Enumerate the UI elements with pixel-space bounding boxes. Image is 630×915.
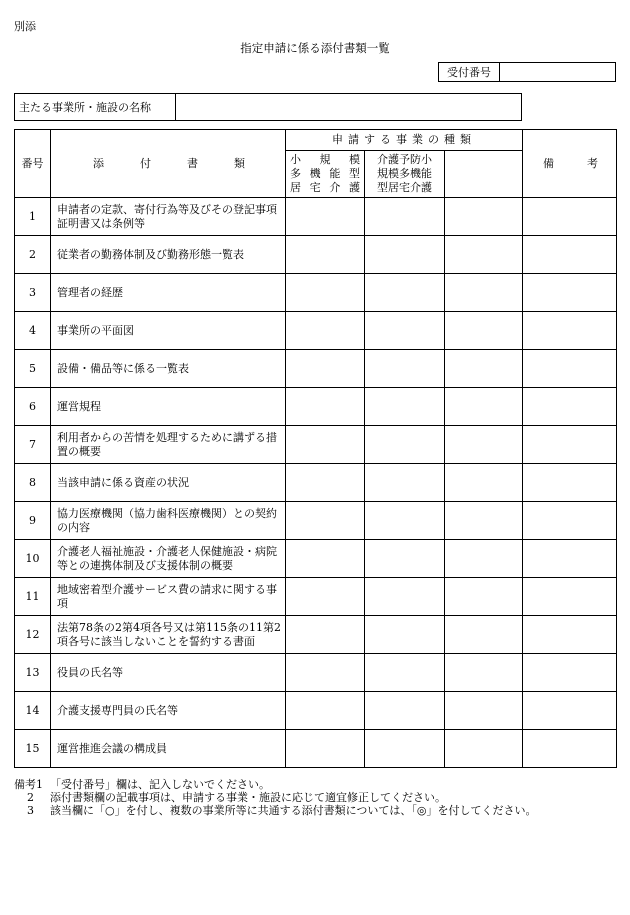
table-row	[15, 730, 617, 768]
service-1-char: 小	[290, 153, 301, 166]
reception-number-label: 受付番号	[439, 63, 500, 81]
table-row	[15, 616, 617, 654]
row-number: 7	[15, 426, 51, 464]
row-document: 当該申請に係る資産の状況	[51, 464, 286, 502]
row-document: 申請者の定款、寄付行為等及びその登記事項証明書又は条例等	[51, 198, 286, 236]
note-number: 備考1	[14, 778, 43, 791]
notes	[14, 778, 536, 817]
row-number: 11	[15, 578, 51, 616]
table-row	[15, 236, 617, 274]
service-1-char: 型	[348, 167, 360, 180]
service-2-cell[interactable]	[365, 464, 445, 502]
service-1-line	[286, 153, 364, 167]
service-3-cell[interactable]	[445, 426, 523, 464]
service-2-cell[interactable]	[365, 236, 445, 274]
row-number: 1	[15, 198, 51, 236]
row-document: 法第78条の2第4項各号又は第115条の11第2項各号に該当しないことを誓約する書面	[51, 616, 286, 654]
row-document: 運営推進会議の構成員	[51, 730, 286, 768]
table-row	[15, 540, 617, 578]
remarks-cell[interactable]	[523, 312, 617, 350]
table-row	[15, 502, 617, 540]
service-2-cell[interactable]	[365, 388, 445, 426]
header-remarks-char: 備	[543, 156, 555, 170]
header-documents-char: 添	[93, 156, 104, 170]
service-1-cell[interactable]	[286, 654, 365, 692]
service-2-cell[interactable]	[365, 692, 445, 730]
service-3-cell[interactable]	[445, 730, 523, 768]
service-1-cell[interactable]	[286, 426, 365, 464]
service-2-cell[interactable]	[365, 312, 445, 350]
table-row	[15, 464, 617, 502]
remarks-cell[interactable]	[523, 540, 617, 578]
service-2-cell[interactable]	[365, 350, 445, 388]
note-text: 該当欄に「○」を付し、複数の事業所等に共通する添付書類については、「◎」を付してください。	[50, 804, 537, 817]
service-3-cell[interactable]	[445, 540, 523, 578]
table-row	[15, 274, 617, 312]
service-1-cell[interactable]	[286, 464, 365, 502]
service-1-char: 宅	[309, 181, 321, 194]
service-3-cell[interactable]	[445, 274, 523, 312]
remarks-cell[interactable]	[523, 578, 617, 616]
service-2-cell[interactable]	[365, 502, 445, 540]
service-1-char: 規	[319, 153, 331, 166]
service-3-cell[interactable]	[445, 312, 523, 350]
service-2-cell[interactable]	[365, 426, 445, 464]
remarks-cell[interactable]	[523, 616, 617, 654]
service-3-cell[interactable]	[445, 198, 523, 236]
service-1-cell[interactable]	[286, 350, 365, 388]
service-1-char: 多	[290, 167, 301, 180]
note-item	[14, 804, 536, 817]
service-1-char: 介	[329, 181, 341, 194]
header-documents-char: 書	[187, 156, 198, 170]
service-1-cell[interactable]	[286, 502, 365, 540]
row-number: 5	[15, 350, 51, 388]
service-2-line: 介護予防小	[377, 153, 432, 166]
remarks-cell[interactable]	[523, 502, 617, 540]
note-item	[14, 791, 536, 804]
service-1-char: 模	[349, 153, 360, 166]
header-documents	[51, 130, 286, 198]
service-3-cell[interactable]	[445, 388, 523, 426]
row-number: 8	[15, 464, 51, 502]
service-2-line: 型居宅介護	[377, 181, 432, 194]
note-number: 2	[27, 791, 34, 804]
service-2-cell[interactable]	[365, 540, 445, 578]
service-3-cell[interactable]	[445, 350, 523, 388]
header-number: 番号	[15, 130, 51, 198]
service-1-char: 護	[348, 181, 360, 194]
office-name-label: 主たる事業所・施設の名称	[15, 94, 176, 120]
service-2-cell[interactable]	[365, 274, 445, 312]
row-number: 13	[15, 654, 51, 692]
row-number: 6	[15, 388, 51, 426]
service-2-cell[interactable]	[365, 730, 445, 768]
service-1-char: 機	[309, 167, 321, 180]
service-1-cell[interactable]	[286, 578, 365, 616]
table-row	[15, 388, 617, 426]
table-row	[15, 654, 617, 692]
header-documents-char: 付	[140, 156, 151, 170]
service-1-cell[interactable]	[286, 236, 365, 274]
service-1-cell[interactable]	[286, 540, 365, 578]
remarks-cell[interactable]	[523, 236, 617, 274]
table-row	[15, 350, 617, 388]
office-name-box	[14, 93, 522, 121]
row-document: 運営規程	[51, 388, 286, 426]
row-document: 介護老人福祉施設・介護老人保健施設・病院等との連携体制及び支援体制の概要	[51, 540, 286, 578]
row-document: 役員の氏名等	[51, 654, 286, 692]
header-remarks	[523, 130, 617, 198]
service-3-cell[interactable]	[445, 578, 523, 616]
remarks-cell[interactable]	[523, 654, 617, 692]
header-service-2	[365, 151, 445, 198]
service-1-line	[286, 181, 364, 195]
service-1-cell[interactable]	[286, 692, 365, 730]
row-number: 3	[15, 274, 51, 312]
reception-number-box	[438, 62, 616, 82]
table-row	[15, 198, 617, 236]
remarks-cell[interactable]	[523, 730, 617, 768]
row-number: 14	[15, 692, 51, 730]
service-2-cell[interactable]	[365, 616, 445, 654]
reception-number-field[interactable]	[500, 63, 615, 81]
service-3-cell[interactable]	[445, 236, 523, 274]
service-2-cell[interactable]	[365, 578, 445, 616]
remarks-cell[interactable]	[523, 692, 617, 730]
header-service-group: 申請する事業の種類	[286, 130, 523, 151]
service-1-char: 居	[290, 181, 301, 194]
remarks-cell[interactable]	[523, 198, 617, 236]
service-3-cell[interactable]	[445, 502, 523, 540]
row-document: 設備・備品等に係る一覧表	[51, 350, 286, 388]
remarks-cell[interactable]	[523, 464, 617, 502]
table-row	[15, 692, 617, 730]
note-number: 3	[27, 804, 34, 817]
service-3-cell[interactable]	[445, 464, 523, 502]
page-title: 指定申請に係る添付書類一覧	[240, 41, 390, 55]
row-document: 管理者の経歴	[51, 274, 286, 312]
header-remarks-char: 考	[587, 156, 599, 170]
service-1-cell[interactable]	[286, 616, 365, 654]
header-service-1	[286, 151, 365, 198]
row-number: 15	[15, 730, 51, 768]
row-number: 4	[15, 312, 51, 350]
row-document: 地域密着型介護サービス費の請求に関する事項	[51, 578, 286, 616]
attachment-documents-table	[14, 129, 617, 768]
service-1-cell[interactable]	[286, 198, 365, 236]
office-name-field[interactable]	[176, 94, 521, 120]
service-1-cell[interactable]	[286, 274, 365, 312]
row-number: 9	[15, 502, 51, 540]
service-2-cell[interactable]	[365, 198, 445, 236]
note-text: 「受付番号」欄は、記入しないでください。	[50, 778, 270, 791]
header-documents-char: 類	[234, 156, 245, 170]
service-1-cell[interactable]	[286, 312, 365, 350]
header-service-3	[445, 151, 523, 198]
row-number: 12	[15, 616, 51, 654]
remarks-cell[interactable]	[523, 274, 617, 312]
service-1-line	[286, 167, 364, 181]
row-document: 介護支援専門員の氏名等	[51, 692, 286, 730]
service-3-cell[interactable]	[445, 654, 523, 692]
remarks-cell[interactable]	[523, 388, 617, 426]
attachment-label: 別添	[14, 20, 36, 33]
service-2-cell[interactable]	[365, 654, 445, 692]
row-document: 利用者からの苦情を処理するために講ずる措置の概要	[51, 426, 286, 464]
service-1-char: 能	[329, 167, 341, 180]
service-3-cell[interactable]	[445, 616, 523, 654]
row-number: 2	[15, 236, 51, 274]
remarks-cell[interactable]	[523, 426, 617, 464]
note-text: 添付書類欄の記載事項は、申請する事業・施設に応じて適宜修正してください。	[50, 791, 446, 804]
table-row	[15, 312, 617, 350]
note-item	[14, 778, 536, 791]
row-document: 協力医療機関（協力歯科医療機関）との契約の内容	[51, 502, 286, 540]
table-row	[15, 426, 617, 464]
service-2-line: 規模多機能	[377, 167, 432, 180]
row-document: 従業者の勤務体制及び勤務形態一覧表	[51, 236, 286, 274]
row-number: 10	[15, 540, 51, 578]
remarks-cell[interactable]	[523, 350, 617, 388]
service-1-cell[interactable]	[286, 730, 365, 768]
service-3-cell[interactable]	[445, 692, 523, 730]
table-row	[15, 578, 617, 616]
row-document: 事業所の平面図	[51, 312, 286, 350]
service-1-cell[interactable]	[286, 388, 365, 426]
